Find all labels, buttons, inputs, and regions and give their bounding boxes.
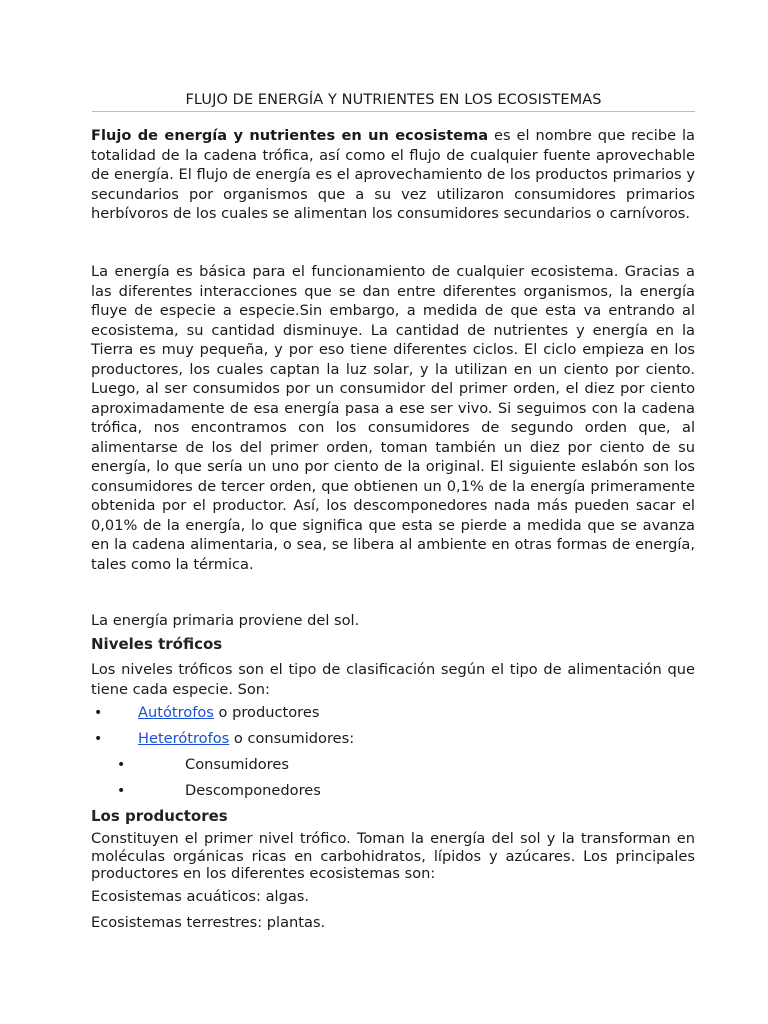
autotrofos-rest: o productores xyxy=(213,704,320,721)
bullet-dot: • xyxy=(94,705,103,721)
sub-bullet-dot: • xyxy=(117,757,126,773)
list-item-heterotrofos xyxy=(138,730,354,747)
sub-bullet-dot: • xyxy=(117,783,126,799)
heading-niveles-troficos: Niveles tróficos xyxy=(91,635,223,653)
paragraph-primary-energy: La energía primaria proviene del sol. xyxy=(91,612,360,629)
heading-los-productores: Los productores xyxy=(91,807,228,825)
autotrofos-link[interactable]: Autótrofos xyxy=(138,704,214,721)
intro-text: es el nombre que recibe la totalidad de la cadena trófica, así como el flujo de cualquier fuente aprovechable de energía. El flujo de energía es el aprovechamiento de los productos primarios y secundarios por organismos que a su vez utilizaron consumidores primarios herbívoros de los cuales se alimentan los consumidores secundarios o carnívoros. xyxy=(91,127,695,222)
list-item-autotrofos xyxy=(138,704,319,721)
heterotrofos-link[interactable]: Heterótrofos xyxy=(138,730,230,747)
intro-bold-term: Flujo de energía y nutrientes en un ecosistema xyxy=(91,127,489,144)
line-ecosistemas-terrestres: Ecosistemas terrestres: plantas. xyxy=(91,914,326,931)
list-item-consumidores: Consumidores xyxy=(185,756,289,773)
heterotrofos-rest: o consumidores: xyxy=(229,730,355,747)
paragraph-energy: La energía es básica para el funcionamiento de cualquier ecosistema. Gracias a las diferentes interacciones que se dan entre diferentes organismos, la energía fluye de especie a especie.Sin embargo, a medida de que esta va entrando al ecosistema, su cantidad disminuye. La cantidad de nutrientes y energía en la Tierra es muy pequeña, y por eso tiene diferentes ciclos. El ciclo empieza en los productores, los cuales captan la luz solar, y la utilizan en un ciento por ciento. Luego, al ser consumidos por un consumidor del primer orden, el diez por ciento aproximadamente de esa energía pasa a ese ser vivo. Si seguimos con la cadena trófica, nos encontramos con los consumidores de segundo orden que, al alimentarse de los del primer orden, toman también un diez por ciento de su energía, lo que sería un uno por ciento de la original. El siguiente eslabón son los consumidores de tercer orden, que obtienen un 0,1% de la energía primeramente obtenida por el productor. Así, los descomponedores nada más pueden sacar el 0,01% de la energía, lo que significa que esta se pierde a medida que se avanza en la cadena alimentaria, o sea, se libera al ambiente en otras formas de energía, tales como la térmica. xyxy=(91,263,695,573)
line-ecosistemas-acuaticos: Ecosistemas acuáticos: algas. xyxy=(91,888,310,905)
list-item-descomponedores: Descomponedores xyxy=(185,782,321,799)
paragraph-productores: Constituyen el primer nivel trófico. Toman la energía del sol y la transforman en moléculas orgánicas ricas en carbohidratos, lípidos y azúcares. Los principales productores en los diferentes ecosistemas son: xyxy=(91,830,695,882)
bullet-dot: • xyxy=(94,731,103,747)
page-title: FLUJO DE ENERGÍA Y NUTRIENTES EN LOS ECOSISTEMAS xyxy=(92,92,695,112)
paragraph-niveles: Los niveles tróficos son el tipo de clasificación según el tipo de alimentación que tiene cada especie. Son: xyxy=(91,661,695,698)
paragraph-intro xyxy=(91,126,695,224)
